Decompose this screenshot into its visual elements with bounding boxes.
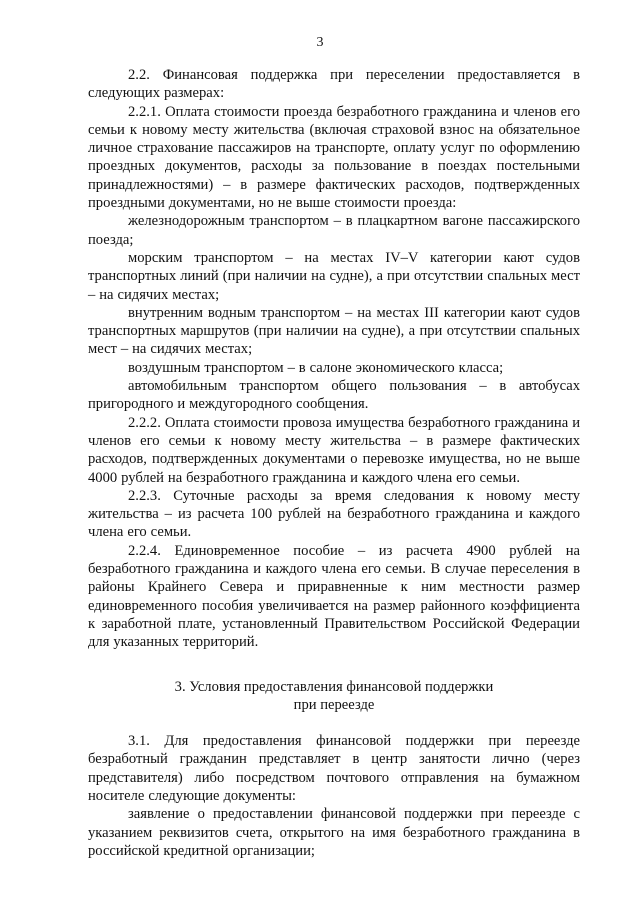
paragraph-inland-water-transport: внутренним водным транспортом – на местах III категории кают судов транспортных маршрутов (при наличии на судне), а при отсутствии спальных мест – на сидячих местах; bbox=[88, 304, 580, 358]
document-body bbox=[88, 66, 580, 860]
section-3-heading bbox=[88, 678, 580, 715]
paragraph-air-transport: воздушным транспортом – в салоне экономического класса; bbox=[128, 359, 504, 376]
paragraph-2-2: 2.2. Финансовая поддержка при переселении предоставляется в следующих размерах: bbox=[88, 67, 580, 102]
paragraph-2-2-3: 2.2.3. Суточные расходы за время следования к новому месту жительства – из расчета 100 рублей на безработного гражданина и каждого члена его семьи. bbox=[88, 487, 580, 541]
paragraph-2-2-4: 2.2.4. Единовременное пособие – из расчета 4900 рублей на безработного гражданина и каждого члена его семьи. В случае переселения в районы Крайнего Севера и приравненные к ним местности размер единовременного пособия увеличивается на размер районного коэффициента к заработной плате, установленный Правительством Российской Федерации для указанных территорий. bbox=[88, 542, 580, 651]
section-3-heading-line1: 3. Условия предоставления финансовой поддержки bbox=[174, 678, 494, 695]
paragraph-2-2-1: 2.2.1. Оплата стоимости проезда безработного гражданина и членов его семьи к новому месту жительства (включая страховой взнос на обязательное личное страхование пассажиров на транспорте, оплату услуг по оформлению проездных документов, расходы за пользование в поездах постельными принадлежностями) – в размере фактических расходов, подтвержденных проездными документами, но не выше стоимости проезда: bbox=[88, 103, 580, 212]
section-3-heading-line2: при переезде bbox=[293, 696, 375, 713]
paragraph-application: заявление о предоставлении финансовой поддержки при переезде с указанием реквизитов счета, открытого на имя безработного гражданина в российской кредитной организации; bbox=[88, 806, 580, 859]
paragraph-road-transport: автомобильным транспортом общего пользования – в автобусах пригородного и междугородного сообщения. bbox=[88, 378, 580, 413]
paragraph-3-1: 3.1. Для предоставления финансовой поддержки при переезде безработный гражданин представляет в центр занятости лично (через представителя) либо посредством почтового отправления на бумажном носителе следующие документы: bbox=[88, 733, 580, 804]
paragraph-2-2-2: 2.2.2. Оплата стоимости провоза имущества безработного гражданина и членов его семьи к новому месту жительства – в размере фактических расходов, подтвержденных документами о перевозке имущества, но не выше 4000 рублей на безработного гражданина и каждого члена его семьи. bbox=[88, 414, 580, 486]
paragraph-sea-transport: морским транспортом – на местах IV–V категории кают судов транспортных линий (при наличии на судне), а при отсутствии спальных мест – на сидячих местах; bbox=[88, 249, 580, 303]
page-number: 3 bbox=[316, 35, 324, 50]
paragraph-rail-transport: железнодорожным транспортом – в плацкартном вагоне пассажирского поезда; bbox=[88, 213, 580, 248]
